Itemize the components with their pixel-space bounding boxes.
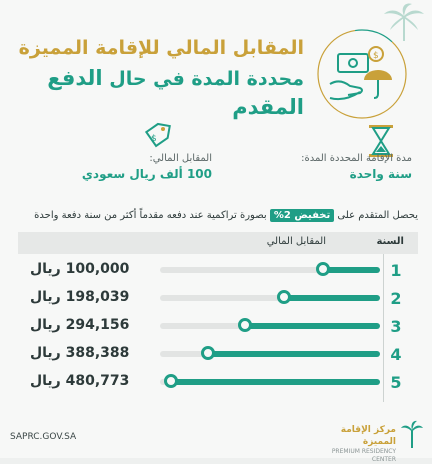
title-line-1: المقابل المالي للإقامة المميزة	[18, 37, 304, 59]
row-year: 3	[390, 317, 402, 336]
center-logo	[314, 420, 424, 463]
bar-knob	[238, 318, 252, 332]
bar-knob	[164, 374, 178, 388]
discount-badge: تخفيض 2%	[270, 209, 334, 222]
note-suffix: بصورة تراكمية عند دفعه مقدماً أكثر من سنة دفعة واحدة	[34, 210, 267, 221]
money-hand-umbrella-icon	[316, 28, 408, 120]
amount-value: 100 ألف ريال سعودي	[81, 167, 212, 181]
duration-label: مدة الإقامة المحددة المدة:	[301, 153, 412, 164]
row-amount: 198,039 ريال	[30, 289, 130, 305]
website-url: SAPRC.GOV.SA	[10, 432, 77, 442]
table-row	[0, 285, 432, 313]
row-year: 2	[390, 289, 402, 308]
row-amount: 294,156 ريال	[30, 317, 130, 333]
title-line-2-prefix: محددة المدة في حال	[109, 68, 304, 90]
bar-fill	[281, 295, 380, 301]
note-prefix: يحصل المتقدم على	[337, 210, 418, 221]
bar-fill	[205, 351, 380, 357]
bar-knob	[201, 346, 215, 360]
table-header	[18, 232, 418, 254]
row-year: 4	[390, 345, 402, 364]
row-amount: 388,388 ريال	[30, 345, 130, 361]
bar-knob	[277, 290, 291, 304]
table-row	[0, 257, 432, 285]
discount-note	[13, 209, 418, 223]
row-amount: 100,000 ريال	[30, 261, 130, 277]
column-amount-header: المقابل المالي	[266, 236, 326, 247]
bar-knob	[316, 262, 330, 276]
row-year: 1	[390, 261, 402, 280]
price-tag-icon	[142, 122, 172, 156]
title-line-2	[14, 64, 304, 122]
bar-fill	[168, 379, 380, 385]
bar-fill	[242, 323, 380, 329]
row-year: 5	[390, 373, 402, 392]
table-row	[0, 313, 432, 341]
table-row	[0, 369, 432, 397]
table-row	[0, 341, 432, 369]
amount-label: المقابل المالي:	[149, 153, 212, 164]
logo-name: مركز الإقامة المميزة	[340, 425, 396, 447]
title-line-2-highlight: الدفع المقدم	[47, 66, 304, 119]
logo-sub: PREMIUM RESIDENCY CENTER	[331, 448, 396, 463]
svg-text:$: $	[373, 51, 379, 61]
svg-text:$: $	[151, 134, 157, 144]
logo-palm-icon	[400, 420, 424, 450]
duration-value: سنة واحدة	[349, 167, 412, 181]
row-amount: 480,773 ريال	[30, 373, 130, 389]
header-title	[14, 36, 304, 122]
column-year-header: السنة	[376, 236, 404, 247]
